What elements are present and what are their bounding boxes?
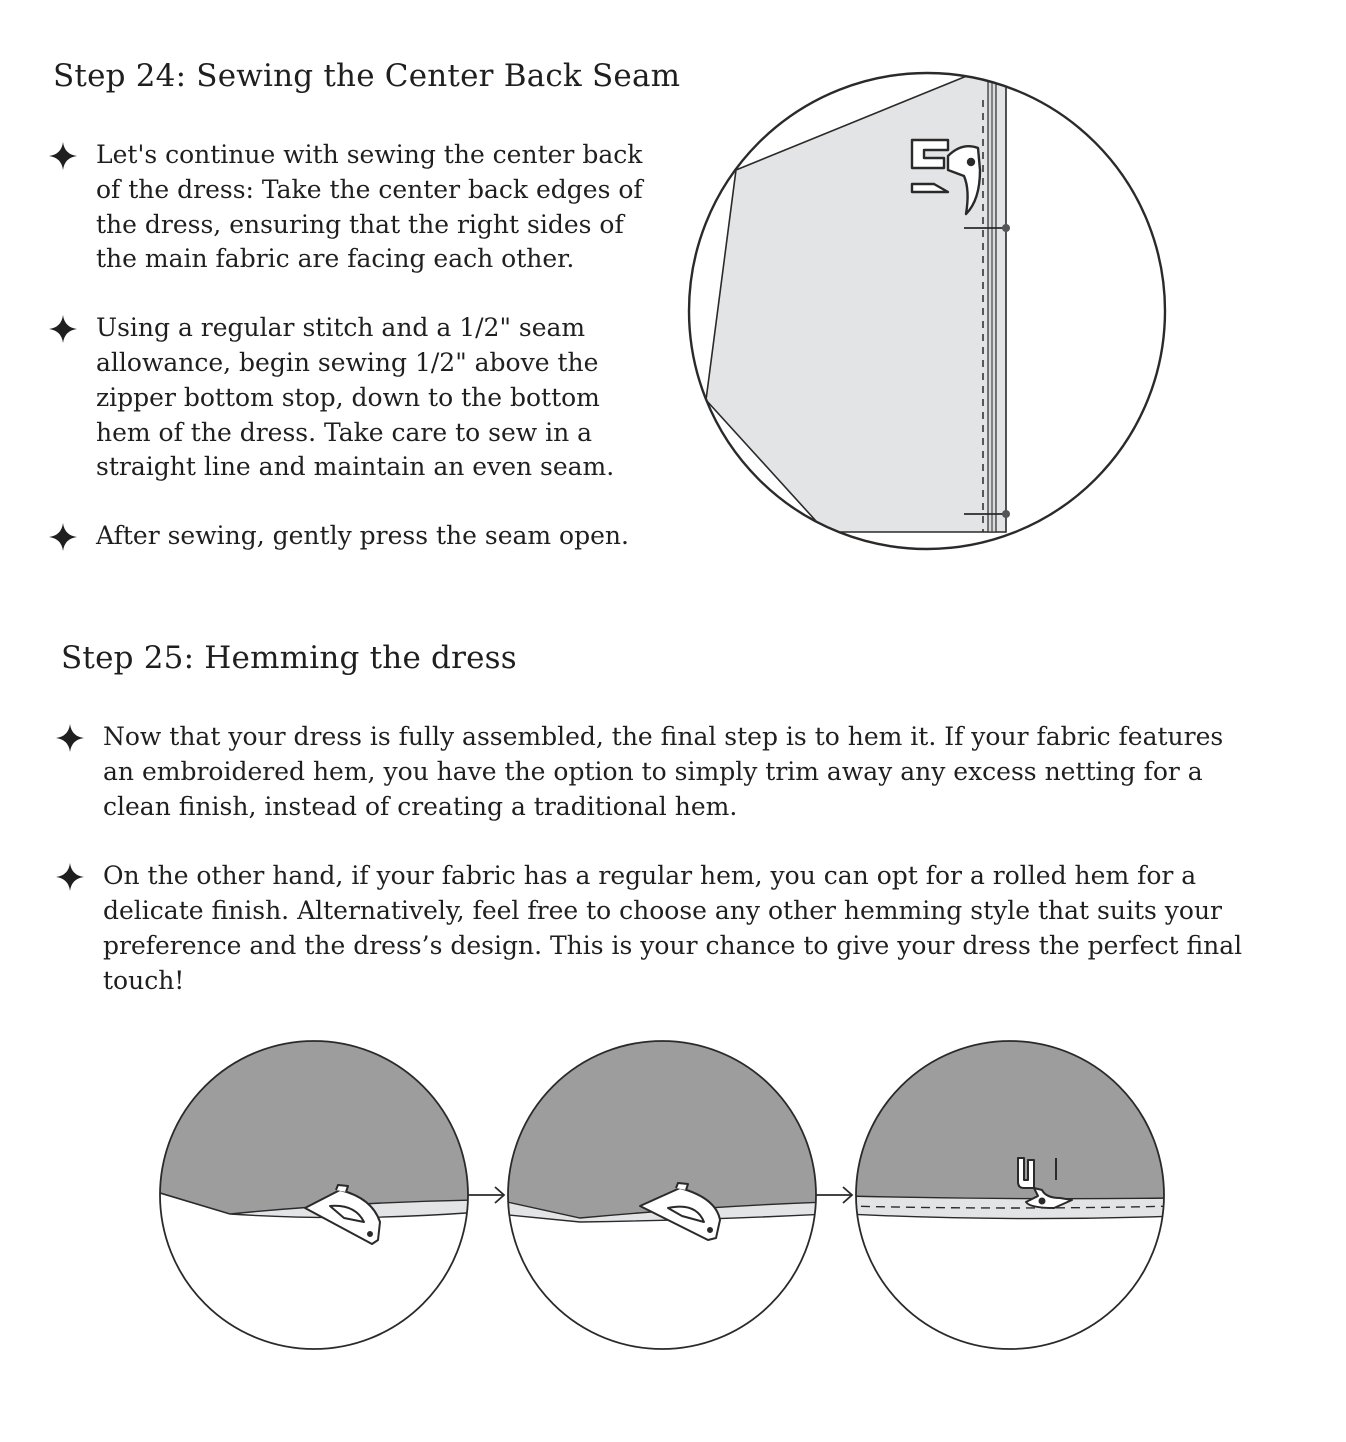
list-item (48, 311, 648, 485)
bullet-text: Now that your dress is fully assembled, the final step is to hem it. If your fabric features an embroidered hem, you have the option to simply trim away any excess netting for a clean finish, instead of creating a traditional hem. (103, 722, 1224, 821)
four-point-star-icon (48, 314, 78, 344)
four-point-star-icon (48, 141, 78, 171)
bullet-text: Let's continue with sewing the center back of the dress: Take the center back edges of the dress, ensuring that the right sides of the main fabric are facing each other. (96, 140, 643, 274)
center-back-seam-illustration (686, 70, 1168, 552)
arrow-right-icon (468, 1187, 504, 1203)
list-item (55, 859, 1255, 998)
four-point-star-icon (48, 522, 78, 552)
hem-fold-circle-1 (150, 1030, 480, 1360)
list-item (48, 519, 648, 554)
step-24-instructions (48, 138, 648, 588)
step-25-title: Step 25: Hemming the dress (61, 640, 517, 676)
list-item (48, 138, 648, 277)
four-point-star-icon (55, 723, 85, 753)
arrow-right-icon (816, 1187, 852, 1203)
four-point-star-icon (55, 862, 85, 892)
hem-fold-circle-2 (498, 1030, 828, 1360)
bullet-text: After sewing, gently press the seam open. (96, 521, 629, 551)
bullet-text: Using a regular stitch and a 1/2" seam allowance, begin sewing 1/2" above the zipper bottom stop, down to the bottom hem of the dress. Take care to sew in a straight line and maintain an even seam. (96, 313, 615, 482)
bullet-text: On the other hand, if your fabric has a regular hem, you can opt for a rolled hem for a delicate finish. Alternatively, feel free to choose any other hemming style that suits your preference and the dress’s design. This is your chance to give your dress the perfect final touch! (103, 861, 1243, 995)
hemming-illustration (150, 1030, 1180, 1360)
step-25-instructions (55, 720, 1255, 1034)
step-24-title: Step 24: Sewing the Center Back Seam (53, 58, 681, 94)
list-item (55, 720, 1255, 824)
hem-stitch-circle-3 (846, 1030, 1176, 1360)
